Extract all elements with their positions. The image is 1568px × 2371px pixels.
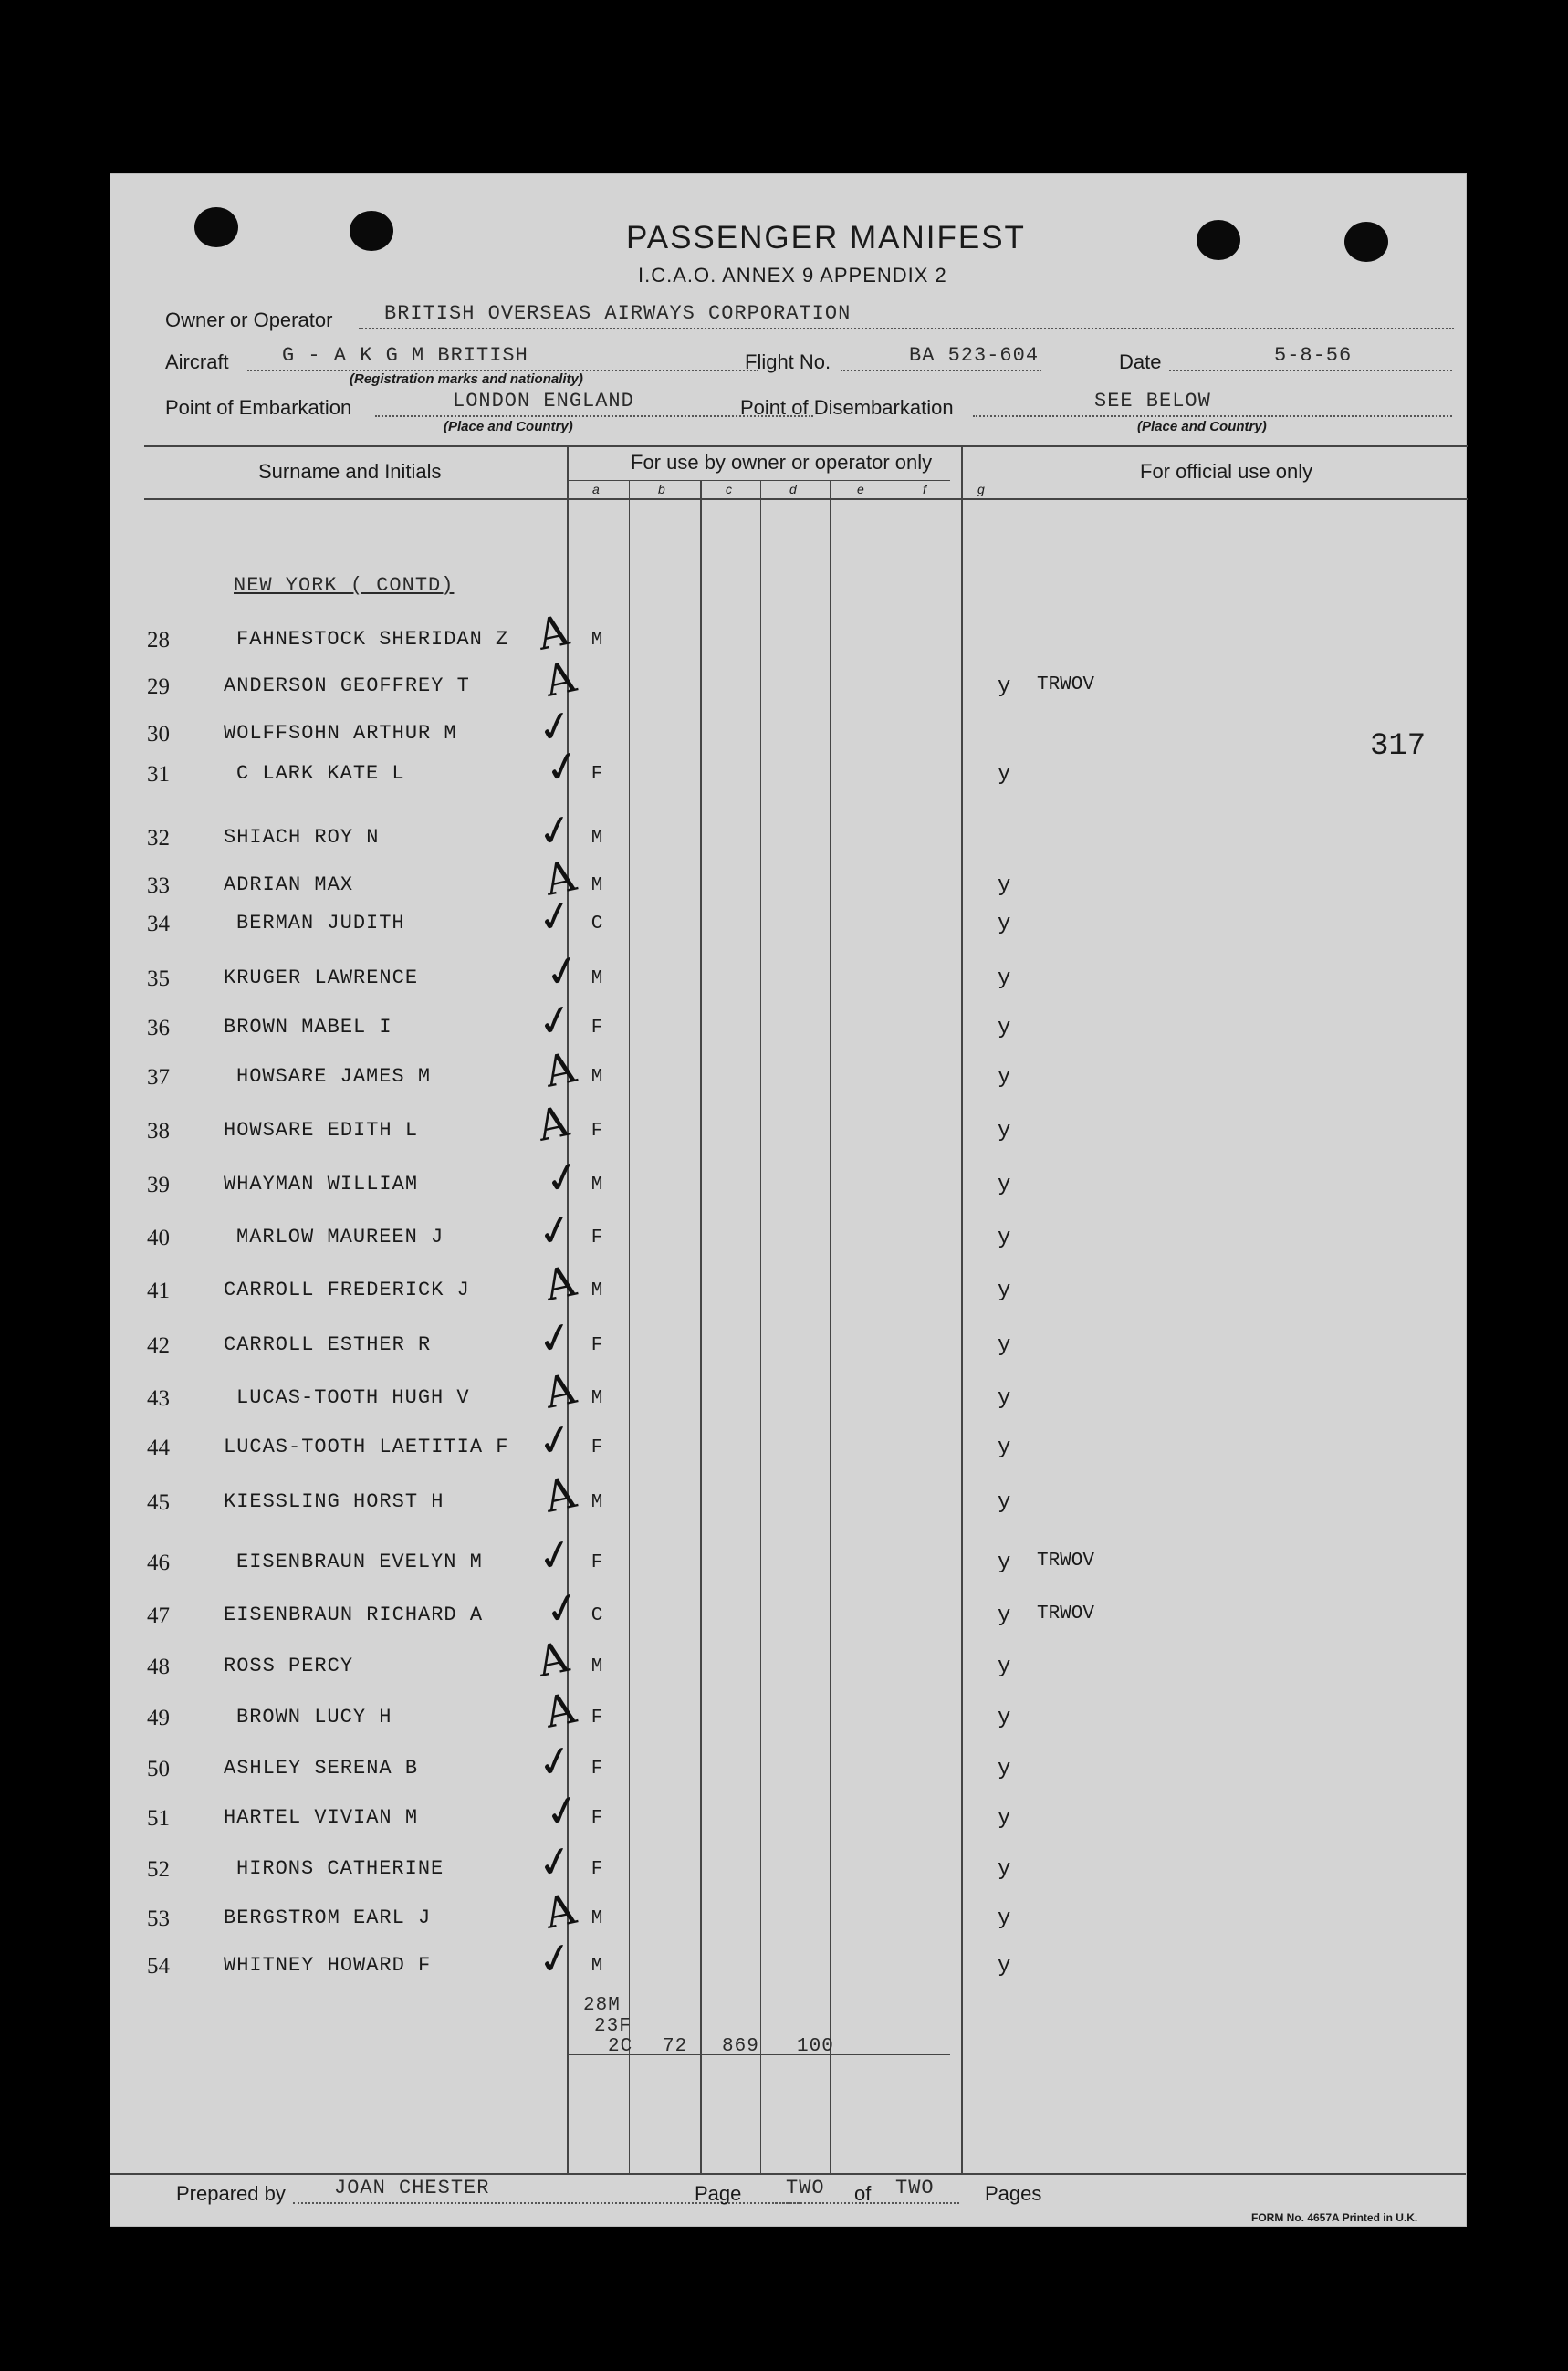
passenger-name: ANDERSON GEOFFREY T [224,674,470,697]
sex-code: F [591,1227,603,1248]
sex-code: M [591,828,603,849]
sex-code: F [591,1552,603,1573]
subcolumn-letter: a [592,482,600,496]
subcolumn-letter: d [789,482,797,496]
manifest-paper [110,173,1467,2227]
row-number: 51 [147,1806,170,1831]
column-g-mark: y [998,1706,1011,1730]
row-number: 39 [147,1173,170,1197]
passenger-name: WHITNEY HOWARD F [224,1954,432,1977]
passenger-name: ASHLEY SERENA B [224,1757,419,1780]
passenger-name: HOWSARE JAMES M [236,1065,432,1088]
official-remark: TRWOV [1037,1551,1095,1572]
passenger-name: WHAYMAN WILLIAM [224,1173,419,1196]
handwritten-check-mark: ✓ [532,802,578,859]
column-g-mark: y [998,1551,1011,1575]
row-number: 41 [147,1279,170,1303]
row-number: 35 [147,966,170,991]
row-number: 42 [147,1333,170,1358]
column-g-mark: y [998,1490,1011,1515]
passenger-name: HARTEL VIVIAN M [224,1806,419,1829]
row-number: 33 [147,873,170,898]
total-c: 869 [722,2036,759,2057]
row-number: 29 [147,674,170,699]
handwritten-check-mark: A [539,1363,580,1418]
passenger-name: KRUGER LAWRENCE [224,966,419,989]
row-number: 52 [147,1857,170,1882]
handwritten-check-mark: A [539,1884,580,1938]
owner-value: BRITISH OVERSEAS AIRWAYS CORPORATION [384,302,852,325]
total-female: 23F [594,2016,632,2037]
sex-code: F [591,1437,603,1458]
subcolumn-letter: c [726,482,732,496]
column-g-mark: y [998,912,1011,936]
embark-note: (Place and Country) [444,419,573,434]
handwritten-check-mark: ✓ [539,1149,585,1206]
sex-code: M [591,1175,603,1196]
passenger-name: WOLFFSOHN ARTHUR M [224,722,457,745]
handwritten-check-mark: A [532,1096,573,1151]
passenger-name: SHIACH ROY N [224,826,380,849]
form-note: FORM No. 4657A Printed in U.K. [1251,2211,1418,2224]
subcolumn-letter: b [658,482,665,496]
stamp-number: 317 [1370,729,1427,764]
prepared-label: Prepared by [176,2182,286,2205]
row-number: 30 [147,722,170,747]
handwritten-check-mark: ✓ [532,1412,578,1468]
passenger-name: BROWN MABEL I [224,1016,392,1039]
column-g-mark: y [998,1906,1011,1931]
column-g-mark: y [998,1065,1011,1090]
sex-code: M [591,875,603,896]
row-number: 49 [147,1706,170,1730]
handwritten-check-mark: A [539,652,580,706]
punch-hole [1197,220,1240,260]
section-heading: NEW YORK ( CONTD) [234,574,455,597]
handwritten-check-mark: ✓ [532,1833,578,1890]
flight-value: BA 523-604 [909,344,1040,367]
passenger-name: LUCAS-TOOTH LAETITIA F [224,1436,509,1458]
handwritten-check-mark: A [539,1042,580,1097]
sex-code: F [591,1018,603,1039]
handwritten-check-mark: ✓ [532,1733,578,1790]
date-label: Date [1119,350,1162,373]
column-g-mark: y [998,762,1011,787]
row-number: 53 [147,1906,170,1931]
row-number: 38 [147,1119,170,1144]
owner-label: Owner or Operator [165,308,333,331]
sex-code: F [591,1759,603,1780]
punch-hole [1344,222,1388,262]
handwritten-check-mark: ✓ [532,1527,578,1583]
passenger-name: FAHNESTOCK SHERIDAN Z [236,628,509,651]
sex-code: M [591,1656,603,1677]
handwritten-check-mark: ✓ [532,1310,578,1366]
disembark-note: (Place and Country) [1137,419,1267,434]
passenger-name: BERMAN JUDITH [236,912,405,935]
row-number: 34 [147,912,170,936]
official-remark: TRWOV [1037,674,1095,695]
column-g-mark: y [998,1857,1011,1882]
official-remark: TRWOV [1037,1603,1095,1624]
column-g-mark: y [998,1173,1011,1197]
handwritten-check-mark: A [532,1632,573,1687]
col-owner-header: For use by owner or operator only [631,451,933,474]
manifest-title: PASSENGER MANIFEST [626,220,1026,256]
handwritten-check-mark: ✓ [539,943,585,999]
handwritten-check-mark: A [539,1468,580,1522]
disembark-value: SEE BELOW [1094,390,1211,413]
handwritten-check-mark: ✓ [539,738,585,795]
sex-code: M [591,630,603,651]
sex-code: F [591,764,603,785]
sex-code: M [591,1908,603,1929]
punch-hole [350,211,393,251]
disembark-label: Point of Disembarkation [740,396,954,419]
passenger-name: ROSS PERCY [224,1655,354,1677]
passenger-name: C LARK KATE L [236,762,405,785]
column-g-mark: y [998,873,1011,898]
handwritten-check-mark: ✓ [532,888,578,945]
sex-code: F [591,1708,603,1729]
total-child: 2C [608,2036,633,2057]
handwritten-check-mark: A [539,1683,580,1738]
sex-code: M [591,1388,603,1409]
sex-code: F [591,1859,603,1880]
date-value: 5-8-56 [1274,344,1353,367]
total-d: 100 [797,2036,834,2057]
column-g-mark: y [998,966,1011,991]
passenger-name: EISENBRAUN EVELYN M [236,1551,483,1573]
pages-label: Pages [985,2182,1042,2205]
handwritten-check-mark: ✓ [532,1202,578,1259]
handwritten-check-mark: ✓ [532,698,578,755]
sex-code: M [591,1067,603,1088]
total-b: 72 [663,2036,688,2057]
col-surname-header: Surname and Initials [258,460,442,483]
embark-value: LONDON ENGLAND [453,390,634,413]
passenger-name: HOWSARE EDITH L [224,1119,419,1142]
prepared-value: JOAN CHESTER [334,2177,490,2199]
row-number: 50 [147,1757,170,1781]
row-number: 28 [147,628,170,653]
column-g-mark: y [998,1226,1011,1250]
row-number: 36 [147,1016,170,1040]
sex-code: F [591,1121,603,1142]
handwritten-check-mark: A [539,851,580,905]
passenger-name: HIRONS CATHERINE [236,1857,444,1880]
row-number: 37 [147,1065,170,1090]
passenger-name: CARROLL FREDERICK J [224,1279,470,1301]
column-g-mark: y [998,1436,1011,1460]
column-g-mark: y [998,1016,1011,1040]
column-g-mark: y [998,1655,1011,1679]
row-number: 40 [147,1226,170,1250]
column-g-mark: y [998,674,1011,699]
subcolumn-letter: e [857,482,864,496]
passenger-name: BROWN LUCY H [236,1706,392,1729]
column-g-mark: y [998,1386,1011,1411]
passenger-name: ADRIAN MAX [224,873,354,896]
column-g-mark: y [998,1757,1011,1781]
row-number: 54 [147,1954,170,1979]
passenger-name: CARROLL ESTHER R [224,1333,432,1356]
sex-code: C [591,914,603,935]
sex-code: F [591,1335,603,1356]
sex-code: M [591,968,603,989]
sex-code: M [591,1492,603,1513]
handwritten-check-mark: ✓ [539,1580,585,1636]
row-number: 43 [147,1386,170,1411]
passenger-name: EISENBRAUN RICHARD A [224,1603,484,1626]
sex-code: M [591,1956,603,1977]
row-number: 46 [147,1551,170,1575]
page-label: Page [695,2182,742,2205]
subcolumn-letter: f [923,482,926,496]
manifest-subtitle: I.C.A.O. ANNEX 9 APPENDIX 2 [638,264,947,287]
flight-label: Flight No. [745,350,831,373]
passenger-name: LUCAS-TOOTH HUGH V [236,1386,470,1409]
sex-code: M [591,1280,603,1301]
column-g-mark: y [998,1279,1011,1303]
subcolumn-letter: g [977,482,985,496]
sex-code: C [591,1605,603,1626]
embark-label: Point of Embarkation [165,396,352,419]
column-g-mark: y [998,1806,1011,1831]
sex-code: F [591,1808,603,1829]
row-number: 32 [147,826,170,851]
aircraft-label: Aircraft [165,350,229,373]
column-g-mark: y [998,1333,1011,1358]
passenger-name: KIESSLING HORST H [224,1490,444,1513]
handwritten-check-mark: A [532,605,573,660]
of-value: TWO [895,2177,935,2199]
column-g-mark: y [998,1603,1011,1628]
passenger-name: MARLOW MAUREEN J [236,1226,444,1248]
handwritten-check-mark: ✓ [532,992,578,1049]
row-number: 44 [147,1436,170,1460]
row-number: 47 [147,1603,170,1628]
row-number: 45 [147,1490,170,1515]
col-official-header: For official use only [1140,460,1313,483]
registration-note: (Registration marks and nationality) [350,371,583,387]
of-label: of [854,2182,872,2205]
handwritten-check-mark: ✓ [539,1782,585,1839]
total-male: 28M [583,1995,621,2016]
page-value: TWO [786,2177,825,2199]
aircraft-value: G - A K G M BRITISH [282,344,528,367]
punch-hole [194,207,238,247]
row-number: 31 [147,762,170,787]
handwritten-check-mark: A [539,1256,580,1311]
row-number: 48 [147,1655,170,1679]
handwritten-check-mark: ✓ [532,1930,578,1987]
column-g-mark: y [998,1954,1011,1979]
column-g-mark: y [998,1119,1011,1144]
passenger-name: BERGSTROM EARL J [224,1906,432,1929]
